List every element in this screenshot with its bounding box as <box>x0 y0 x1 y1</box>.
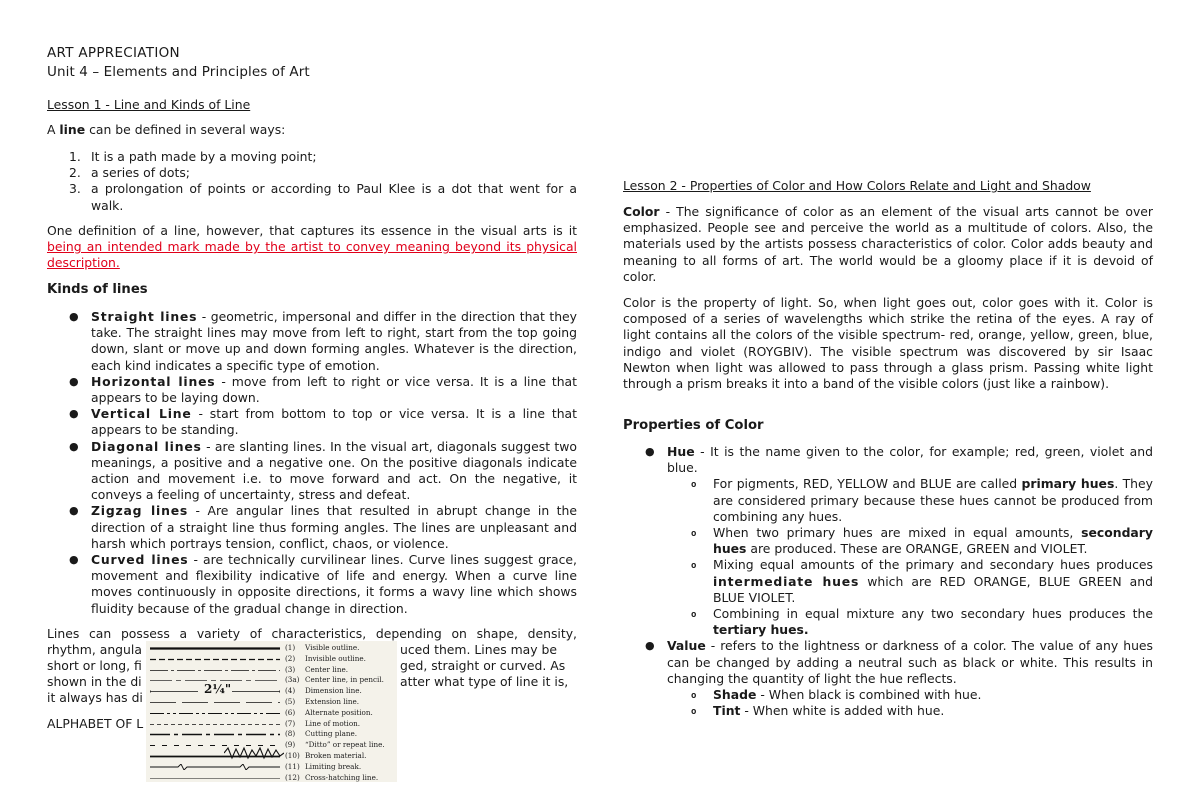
dimension-mark: 2¼" <box>204 682 232 697</box>
limiting-break-sample <box>150 764 280 770</box>
list-item: 2. a series of dots; <box>69 165 190 181</box>
highlighted-definition: being an intended mark made by the artist to convey meaning beyond its physical description. <box>47 239 577 271</box>
characteristics-fragment: it always has di <box>47 690 143 705</box>
list-item: o For pigments, RED, YELLOW and BLUE are called primary hues. They are considered primary because these hues cannot be produced from combining any hues. <box>691 476 1153 524</box>
figure-row: (3a) Center line, in pencil. <box>146 675 397 686</box>
broken-material-wave <box>224 746 284 760</box>
figure-row: 2¼" (4) Dimension line. <box>146 686 397 697</box>
figure-row: (6) Alternate position. <box>146 708 397 719</box>
invisible-outline-sample <box>150 658 280 661</box>
figure-row: (3) Center line. <box>146 665 397 676</box>
alphabet-label: ALPHABET OF L <box>47 716 144 731</box>
figure-row: (10) Broken material. <box>146 751 397 762</box>
characteristics-line-1: Lines can possess a variety of characteristics, depending on shape, density, <box>47 626 577 641</box>
line-term: line <box>59 122 86 137</box>
alphabet-of-lines-figure <box>146 641 397 782</box>
line-intro: A line can be defined in several ways: <box>47 122 286 137</box>
list-item: ● Hue - It is the name given to the color, for example; red, green, violet and blue. o For pigments, RED, YELLOW and BLUE are called primary hues. They are considered primary because these hues cannot be produced from combining any hues. o When two primary hues are mixed in equal amounts, secondary hues are produced. These are ORANGE, GREEN and VIOLET. o Mixing equal amounts of the primary and secondary hues produces intermediate hues which are RED ORANGE, BLUE GREEN and BLUE VIOLET. o Combining in equal mixture any two secondary hues produces the tertiary hues. <box>645 444 1153 638</box>
value-sublist <box>667 687 1153 719</box>
figure-row: (2) Invisible outline. <box>146 654 397 665</box>
figure-row: (7) Line of motion. <box>146 719 397 730</box>
figure-row: (1) Visible outline. <box>146 643 397 654</box>
color-paragraph: Color - The significance of color as an element of the visual arts cannot be over emphasized. People see and perceive the world as a multitude of colors. Also, the materials used by the artists possess characteristics of color. Color adds beauty and meaning to all forms of art. The world would be a gloomy place if it is devoid of color. <box>623 204 1153 284</box>
value-term: Value <box>667 638 706 654</box>
list-item: ● Value - refers to the lightness or darkness of a color. The value of any hues can be changed by adding a neutral such as black or white. This results in changing the quantity of light the hue reflects. o Shade - When black is combined with hue. o Tint - When white is added with hue. <box>645 638 1153 719</box>
list-item: 3. a prolongation of points or according to Paul Klee is a dot that went for a walk. <box>69 181 577 213</box>
figure-row: (9) “Ditto” or repeat line. <box>146 740 397 751</box>
properties-heading: Properties of Color <box>623 418 764 433</box>
hue-sublist <box>667 476 1153 638</box>
extension-line-sample <box>150 701 280 704</box>
list-item: ● Zigzag lines - Are angular lines that resulted in abrupt change in the direction of a straight line thus forming angles. The lines are unpleasant and harsh which portrays tension, conflict, chaos, or violence. <box>69 503 577 551</box>
characteristics-fragment: uced them. Lines may be <box>400 642 558 657</box>
list-item: ● Curved lines - are technically curvilinear lines. Curve lines suggest grace, movement and flexibility indicative of life and energy. When a curve line moves continuously in opposite directions, it forms a wavy line which shows fluidity because of the gradual change in direction. <box>69 552 577 616</box>
color-term: Color <box>623 204 660 219</box>
cutting-plane-sample <box>150 733 280 736</box>
figure-row: (5) Extension line. <box>146 697 397 708</box>
list-item: o When two primary hues are mixed in equal amounts, secondary hues are produced. These are ORANGE, GREEN and VIOLET. <box>691 525 1153 557</box>
list-item: ● Diagonal lines - are slanting lines. In the visual art, diagonals suggest two meanings, a positive and a negative one. On the positive diagonals indicate action and movement i.e. to move forward and act. On the negative, it conveys a feeling of uncertainty, stress and defeat. <box>69 438 577 503</box>
characteristics-fragment: shown in the di <box>47 674 142 689</box>
list-item: o Mixing equal amounts of the primary and secondary hues produces intermediate hues which are RED ORANGE, BLUE GREEN and BLUE VIOLET. <box>691 557 1153 605</box>
definition-paragraph: One definition of a line, however, that captures its essence in the visual arts is it being an intended mark made by the artist to convey meaning beyond its physical description. <box>47 223 577 271</box>
kinds-list <box>47 309 577 617</box>
kinds-heading: Kinds of lines <box>47 282 148 297</box>
cross-hatching-sample <box>150 777 280 780</box>
unit-subtitle: Unit 4 – Elements and Principles of Art <box>47 64 310 80</box>
list-item: ● Vertical Line - start from bottom to top or vice versa. It is a line that appears to be standing. <box>69 406 578 438</box>
characteristics-fragment: short or long, fi <box>47 658 142 673</box>
figure-row: (12) Cross-hatching line. <box>146 773 397 784</box>
characteristics-fragment: atter what type of line it is, <box>400 674 569 689</box>
visible-outline-sample <box>150 647 280 650</box>
characteristics-fragment: ged, straight or curved. As <box>400 658 566 673</box>
characteristics-fragment: rhythm, angula <box>47 642 142 657</box>
line-of-motion-sample <box>150 723 280 726</box>
document-title: ART APPRECIATION <box>47 45 180 61</box>
definition-list <box>47 149 577 214</box>
list-item: o Combining in equal mixture any two secondary hues produces the tertiary hues. <box>691 606 1153 638</box>
list-item: o Shade - When black is combined with hue. <box>691 687 982 703</box>
hue-term: Hue <box>667 444 695 459</box>
list-item: ● Horizontal lines - move from left to right or vice versa. It is a line that appears to be laying down. <box>69 373 577 406</box>
lesson2-heading: Lesson 2 - Properties of Color and How Colors Relate and Light and Shadow <box>623 178 1091 193</box>
list-item: o Tint - When white is added with hue. <box>691 703 945 719</box>
center-line-sample <box>150 669 280 672</box>
figure-row: (11) Limiting break. <box>146 762 397 773</box>
lesson1-heading: Lesson 1 - Line and Kinds of Line <box>47 97 251 112</box>
properties-list <box>623 444 1153 719</box>
light-paragraph: Color is the property of light. So, when light goes out, color goes with it. Color is composed of a series of wavelengths which strike the retina of the eyes. A ray of light contains all the colors of the visible spectrum- red, orange, yellow, green, blue, indigo and violet (ROYGBIV). The visible spectrum was discovered by sir Isaac Newton when light was allowed to pass through a glass prism. Passing white light through a prism breaks it into a band of the visible colors (just like a rainbow). <box>623 295 1153 392</box>
list-item: 1. It is a path made by a moving point; <box>69 149 317 164</box>
list-item: ● Straight lines - geometric, impersonal and differ in the direction that they take. The straight lines may move from left to right, start from the top going down, slant or move up and down forming angles. Whatever is the direction, each kind indicates a specific type of emotion. <box>69 309 578 373</box>
alternate-position-sample <box>150 712 280 715</box>
figure-row: (8) Cutting plane. <box>146 729 397 740</box>
